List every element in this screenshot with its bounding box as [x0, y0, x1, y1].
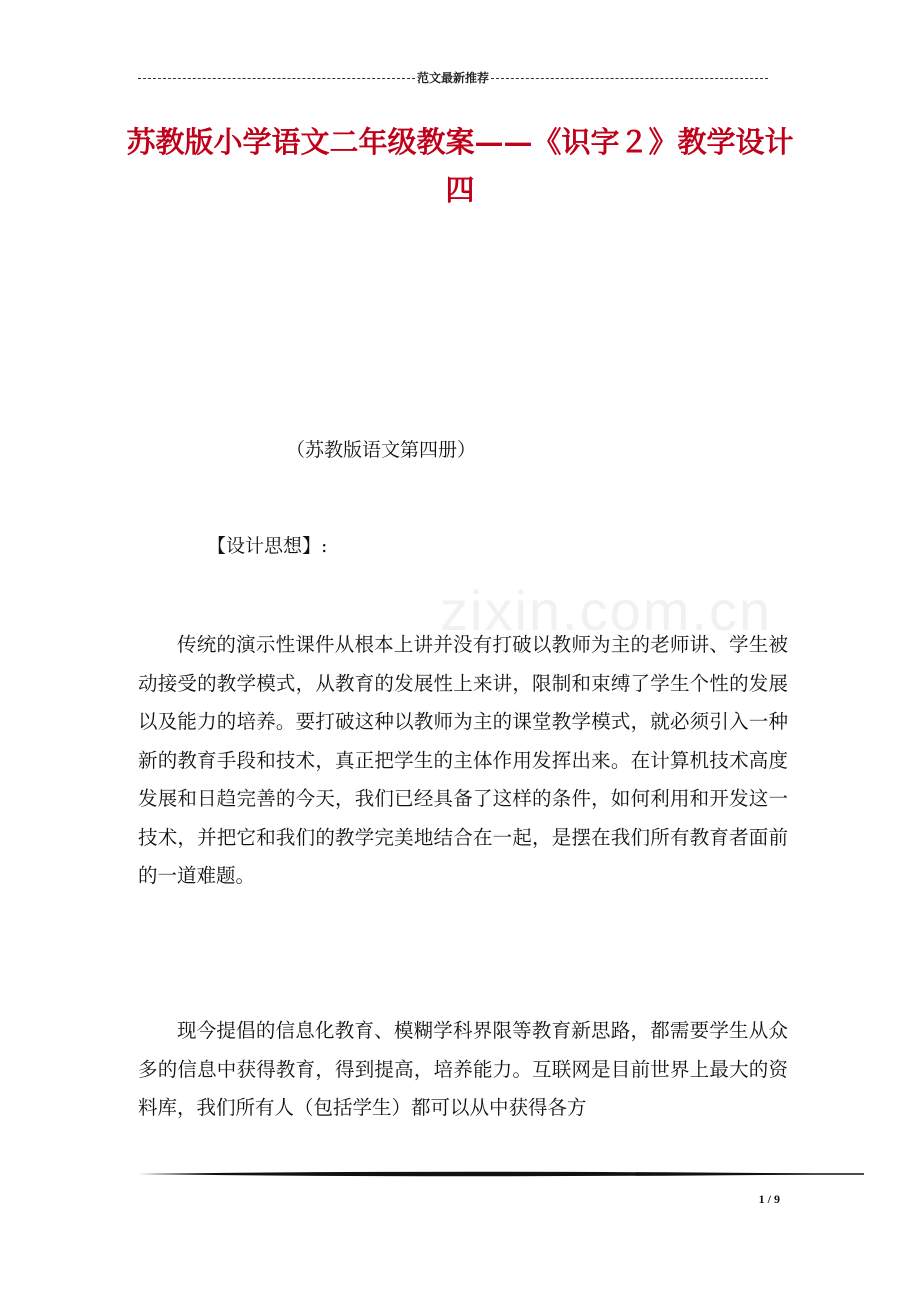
footer-rule-thick	[138, 1172, 864, 1177]
header-dashes-left	[138, 78, 415, 79]
paragraph: 现今提倡的信息化教育、模糊学科界限等教育新思路，都需要学生从众多的信息中获得教育，得到提高，培养能力。互联网是目前世界上最大的资料库，我们所有人（包括学生）都可以从中获得各方	[138, 1019, 788, 1119]
paragraph: 传统的演示性课件从根本上讲并没有打破以教师为主的老师讲、学生被动接受的教学模式，从教育的发展性上来讲，限制和束缚了学生个性的发展以及能力的培养。要打破这种以教师为主的课堂教学模式，就必须引入一种新的教育手段和技术，真正把学生的主体作用发挥出来。在计算机技术高度发展和日趋完善的今天，我们已经具备了这样的条件，如何利用和开发这一技术，并把它和我们的教学完美地结合在一起，是摆在我们所有教育者面前的一道难题。	[138, 633, 788, 887]
section-heading: 【设计思想】:	[207, 535, 328, 557]
header-dashes-right	[491, 78, 768, 79]
header-label: 范文最新推荐	[417, 70, 490, 85]
document-title: 苏教版小学语文二年级教案——《识字２》教学设计四	[126, 125, 794, 207]
footer-rule	[138, 1170, 864, 1178]
document-subtitle: （苏教版语文第四册）	[286, 439, 477, 461]
running-header	[138, 67, 768, 87]
page-number: 1 / 9	[758, 1192, 780, 1206]
watermark: zixin.com.cn	[440, 579, 773, 642]
